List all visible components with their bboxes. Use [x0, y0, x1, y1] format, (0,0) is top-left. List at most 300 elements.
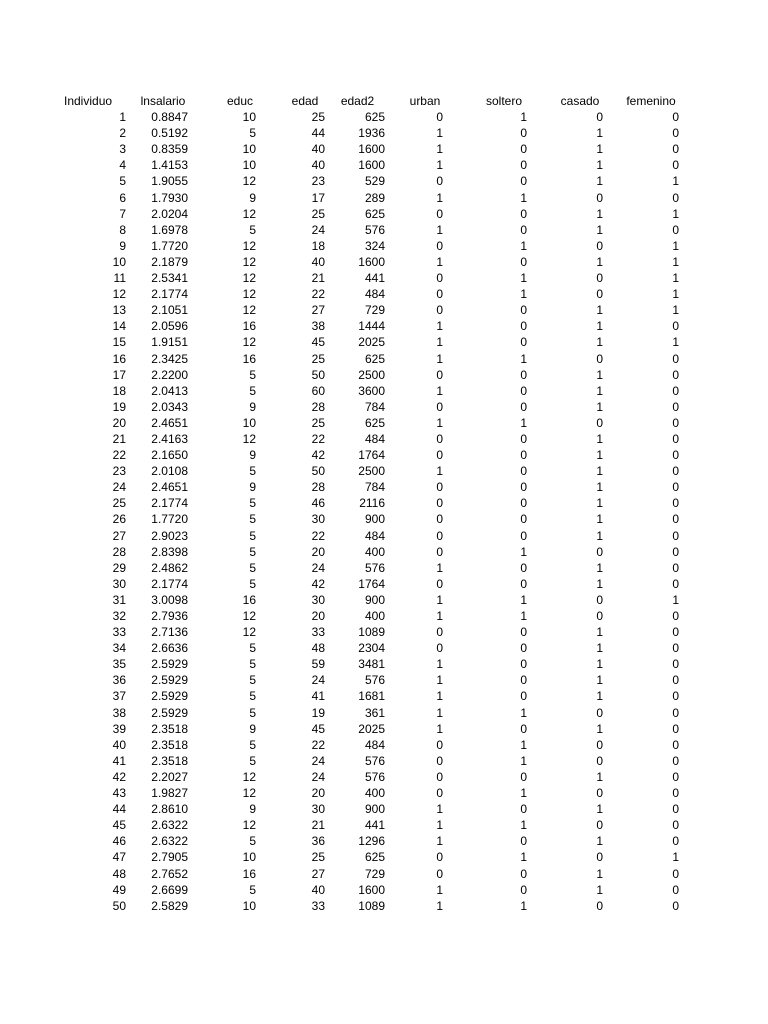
cell-edad: 45 — [311, 335, 325, 350]
table-row — [64, 463, 685, 479]
cell-urban: 0 — [436, 786, 443, 801]
cell-urban: 0 — [436, 753, 443, 768]
cell-soltero: 0 — [520, 528, 527, 543]
cell-femenino: 0 — [672, 576, 679, 591]
cell-soltero: 1 — [520, 786, 527, 801]
cell-femenino: 0 — [672, 689, 679, 704]
cell-individuo: 38 — [112, 705, 126, 720]
cell-soltero: 0 — [520, 319, 527, 334]
cell-lnsalario: 2.8398 — [151, 544, 188, 559]
cell-edad2: 1444 — [358, 319, 385, 334]
cell-edad2: 1600 — [358, 882, 385, 897]
cell-urban: 1 — [436, 254, 443, 269]
cell-edad: 25 — [311, 351, 325, 366]
cell-edad2: 900 — [364, 802, 385, 817]
cell-educ: 5 — [249, 544, 256, 559]
cell-lnsalario: 1.7930 — [151, 190, 188, 205]
cell-individuo: 3 — [119, 142, 126, 157]
cell-edad2: 625 — [364, 850, 385, 865]
cell-edad: 20 — [311, 544, 325, 559]
cell-individuo: 21 — [112, 431, 126, 446]
cell-femenino: 1 — [672, 254, 679, 269]
cell-soltero: 1 — [520, 818, 527, 833]
cell-urban: 0 — [436, 641, 443, 656]
table-row — [64, 801, 685, 817]
cell-individuo: 13 — [112, 303, 126, 318]
table-row — [64, 656, 685, 672]
cell-urban: 1 — [436, 898, 443, 913]
cell-soltero: 0 — [520, 769, 527, 784]
cell-edad2: 2304 — [358, 641, 385, 656]
cell-individuo: 45 — [112, 818, 126, 833]
cell-edad2: 1089 — [358, 625, 385, 640]
cell-edad: 40 — [311, 158, 325, 173]
table-row — [64, 560, 685, 576]
cell-urban: 0 — [436, 431, 443, 446]
cell-edad2: 1681 — [358, 689, 385, 704]
cell-soltero: 0 — [520, 399, 527, 414]
header-femenino: femenino — [626, 94, 676, 108]
cell-educ: 12 — [242, 287, 256, 302]
table-row — [64, 334, 685, 350]
cell-femenino: 0 — [672, 673, 679, 688]
cell-edad2: 400 — [364, 609, 385, 623]
cell-urban: 0 — [436, 206, 443, 221]
cell-femenino: 0 — [672, 431, 679, 446]
cell-lnsalario: 2.5929 — [151, 673, 188, 688]
cell-urban: 0 — [436, 544, 443, 559]
cell-educ: 5 — [249, 689, 256, 704]
cell-edad: 22 — [311, 431, 325, 446]
cell-individuo: 41 — [112, 753, 126, 768]
cell-soltero: 1 — [520, 110, 527, 125]
table-row — [64, 737, 685, 753]
cell-edad: 59 — [311, 657, 325, 672]
table-row — [64, 592, 685, 608]
cell-femenino: 0 — [672, 560, 679, 575]
cell-edad2: 576 — [364, 560, 385, 575]
cell-lnsalario: 2.0343 — [151, 399, 188, 414]
cell-educ: 5 — [249, 576, 256, 591]
cell-urban: 1 — [436, 689, 443, 704]
cell-lnsalario: 1.9055 — [151, 174, 188, 189]
cell-urban: 1 — [436, 351, 443, 366]
cell-lnsalario: 2.3425 — [151, 351, 188, 366]
cell-lnsalario: 2.6636 — [151, 641, 188, 656]
cell-soltero: 0 — [520, 866, 527, 881]
cell-urban: 1 — [436, 464, 443, 479]
cell-edad: 25 — [311, 206, 325, 221]
cell-individuo: 43 — [112, 786, 126, 801]
cell-urban: 1 — [436, 319, 443, 334]
cell-urban: 0 — [436, 528, 443, 543]
cell-casado: 1 — [596, 431, 603, 446]
table-row — [64, 238, 685, 254]
cell-individuo: 33 — [112, 625, 126, 640]
cell-urban: 0 — [436, 625, 443, 640]
cell-soltero: 0 — [520, 448, 527, 463]
cell-soltero: 0 — [520, 560, 527, 575]
cell-femenino: 1 — [672, 303, 679, 318]
table-row — [64, 721, 685, 737]
cell-casado: 1 — [596, 399, 603, 414]
cell-edad: 25 — [311, 110, 325, 125]
cell-edad2: 2025 — [358, 721, 385, 736]
cell-edad2: 576 — [364, 753, 385, 768]
cell-femenino: 0 — [672, 367, 679, 382]
table-row — [64, 302, 685, 318]
cell-urban: 0 — [436, 287, 443, 302]
cell-urban: 0 — [436, 110, 443, 125]
cell-educ: 9 — [249, 190, 256, 205]
cell-casado: 0 — [596, 415, 603, 430]
cell-femenino: 0 — [672, 705, 679, 720]
cell-lnsalario: 2.2027 — [151, 769, 188, 784]
cell-urban: 1 — [436, 721, 443, 736]
cell-femenino: 0 — [672, 818, 679, 833]
cell-soltero: 0 — [520, 480, 527, 495]
table-row — [64, 882, 685, 898]
cell-individuo: 46 — [112, 834, 126, 849]
cell-urban: 0 — [436, 576, 443, 591]
cell-educ: 5 — [249, 383, 256, 398]
cell-educ: 10 — [242, 850, 256, 865]
cell-urban: 1 — [436, 657, 443, 672]
cell-urban: 0 — [436, 448, 443, 463]
cell-soltero: 0 — [520, 142, 527, 157]
header-individuo: Individuo — [64, 94, 113, 108]
cell-femenino: 1 — [672, 592, 679, 607]
table-row — [64, 785, 685, 801]
cell-urban: 0 — [436, 769, 443, 784]
cell-edad: 20 — [311, 786, 325, 801]
cell-edad: 42 — [311, 576, 325, 591]
cell-soltero: 0 — [520, 673, 527, 688]
cell-individuo: 28 — [112, 544, 126, 559]
cell-femenino: 0 — [672, 351, 679, 366]
cell-lnsalario: 2.1774 — [151, 496, 188, 511]
cell-soltero: 0 — [520, 512, 527, 527]
table-row — [64, 222, 685, 238]
cell-soltero: 0 — [520, 367, 527, 382]
cell-edad2: 400 — [364, 786, 385, 801]
cell-urban: 1 — [436, 560, 443, 575]
cell-soltero: 1 — [520, 544, 527, 559]
cell-lnsalario: 2.2200 — [151, 367, 188, 382]
cell-edad: 48 — [311, 641, 325, 656]
table-row — [64, 576, 685, 592]
cell-educ: 5 — [249, 126, 256, 141]
cell-educ: 12 — [242, 609, 256, 623]
table-row — [64, 399, 685, 415]
cell-individuo: 18 — [112, 383, 126, 398]
cell-casado: 1 — [596, 560, 603, 575]
cell-individuo: 25 — [112, 496, 126, 511]
cell-educ: 12 — [242, 238, 256, 253]
cell-edad: 45 — [311, 721, 325, 736]
cell-urban: 0 — [436, 271, 443, 286]
cell-casado: 1 — [596, 303, 603, 318]
cell-individuo: 1 — [119, 110, 126, 125]
cell-edad2: 625 — [364, 351, 385, 366]
cell-casado: 1 — [596, 367, 603, 382]
cell-urban: 0 — [436, 496, 443, 511]
cell-femenino: 1 — [672, 271, 679, 286]
cell-femenino: 0 — [672, 399, 679, 414]
cell-edad: 40 — [311, 254, 325, 269]
cell-casado: 0 — [596, 287, 603, 302]
cell-edad: 22 — [311, 528, 325, 543]
cell-urban: 1 — [436, 673, 443, 688]
cell-lnsalario: 2.7905 — [151, 850, 188, 865]
cell-lnsalario: 2.5929 — [151, 657, 188, 672]
cell-individuo: 27 — [112, 528, 126, 543]
cell-casado: 1 — [596, 464, 603, 479]
cell-lnsalario: 2.4651 — [151, 480, 188, 495]
cell-edad: 27 — [311, 303, 325, 318]
cell-femenino: 1 — [672, 206, 679, 221]
cell-femenino: 0 — [672, 222, 679, 237]
cell-soltero: 1 — [520, 705, 527, 720]
cell-lnsalario: 0.8847 — [151, 110, 188, 125]
table-row — [64, 528, 685, 544]
cell-individuo: 37 — [112, 689, 126, 704]
table-row — [64, 624, 685, 640]
cell-individuo: 16 — [112, 351, 126, 366]
cell-individuo: 15 — [112, 335, 126, 350]
cell-educ: 12 — [242, 303, 256, 318]
cell-edad2: 484 — [364, 431, 385, 446]
cell-edad: 18 — [311, 238, 325, 253]
cell-urban: 0 — [436, 303, 443, 318]
cell-femenino: 1 — [672, 238, 679, 253]
cell-casado: 1 — [596, 802, 603, 817]
cell-casado: 0 — [596, 609, 603, 623]
cell-soltero: 0 — [520, 303, 527, 318]
cell-edad: 41 — [311, 689, 325, 704]
cell-casado: 1 — [596, 576, 603, 591]
cell-casado: 0 — [596, 705, 603, 720]
cell-educ: 12 — [242, 174, 256, 189]
cell-edad: 38 — [311, 319, 325, 334]
cell-lnsalario: 1.7720 — [151, 238, 188, 253]
table-row — [64, 157, 685, 173]
cell-lnsalario: 1.7720 — [151, 512, 188, 527]
cell-femenino: 0 — [672, 834, 679, 849]
table-row — [64, 672, 685, 688]
cell-femenino: 0 — [672, 898, 679, 913]
cell-lnsalario: 1.6978 — [151, 222, 188, 237]
cell-urban: 1 — [436, 802, 443, 817]
cell-casado: 1 — [596, 319, 603, 334]
cell-lnsalario: 0.5192 — [151, 126, 188, 141]
cell-edad2: 625 — [364, 415, 385, 430]
cell-edad: 22 — [311, 737, 325, 752]
cell-soltero: 0 — [520, 174, 527, 189]
cell-urban: 1 — [436, 415, 443, 430]
cell-edad2: 1764 — [358, 576, 385, 591]
cell-soltero: 1 — [520, 737, 527, 752]
cell-edad: 40 — [311, 142, 325, 157]
table-row — [64, 351, 685, 367]
cell-urban: 1 — [436, 335, 443, 350]
header-casado: casado — [560, 94, 600, 108]
cell-soltero: 0 — [520, 689, 527, 704]
cell-edad: 28 — [311, 480, 325, 495]
cell-educ: 9 — [249, 399, 256, 414]
cell-lnsalario: 2.5929 — [151, 705, 188, 720]
table-row — [64, 141, 685, 157]
data-sheet — [64, 93, 685, 914]
cell-edad: 24 — [311, 560, 325, 575]
cell-femenino: 0 — [672, 544, 679, 559]
cell-casado: 0 — [596, 818, 603, 833]
cell-edad: 30 — [311, 512, 325, 527]
cell-edad: 40 — [311, 882, 325, 897]
cell-individuo: 47 — [112, 850, 126, 865]
cell-educ: 9 — [249, 448, 256, 463]
cell-edad: 27 — [311, 866, 325, 881]
cell-femenino: 0 — [672, 110, 679, 125]
cell-soltero: 0 — [520, 158, 527, 173]
cell-edad: 19 — [311, 705, 325, 720]
cell-individuo: 49 — [112, 882, 126, 897]
cell-individuo: 22 — [112, 448, 126, 463]
cell-educ: 12 — [242, 431, 256, 446]
header-row — [64, 93, 685, 109]
cell-urban: 0 — [436, 238, 443, 253]
cell-femenino: 0 — [672, 496, 679, 511]
cell-lnsalario: 2.3518 — [151, 737, 188, 752]
cell-femenino: 0 — [672, 625, 679, 640]
cell-edad2: 625 — [364, 110, 385, 125]
cell-urban: 1 — [436, 222, 443, 237]
cell-individuo: 44 — [112, 802, 126, 817]
cell-lnsalario: 2.0596 — [151, 319, 188, 334]
table-row — [64, 173, 685, 189]
cell-femenino: 0 — [672, 448, 679, 463]
cell-casado: 1 — [596, 657, 603, 672]
cell-educ: 10 — [242, 158, 256, 173]
cell-edad2: 900 — [364, 592, 385, 607]
cell-educ: 12 — [242, 625, 256, 640]
table-row — [64, 479, 685, 495]
cell-soltero: 1 — [520, 238, 527, 253]
cell-lnsalario: 2.6322 — [151, 834, 188, 849]
cell-urban: 1 — [436, 158, 443, 173]
cell-lnsalario: 2.5829 — [151, 898, 188, 913]
cell-edad2: 3481 — [358, 657, 385, 672]
cell-edad: 46 — [311, 496, 325, 511]
cell-lnsalario: 2.6699 — [151, 882, 188, 897]
cell-soltero: 0 — [520, 641, 527, 656]
cell-educ: 5 — [249, 367, 256, 382]
cell-edad2: 529 — [364, 174, 385, 189]
cell-edad: 36 — [311, 834, 325, 849]
header-educ: educ — [226, 94, 254, 108]
cell-edad2: 900 — [364, 512, 385, 527]
cell-educ: 5 — [249, 512, 256, 527]
cell-casado: 1 — [596, 641, 603, 656]
cell-soltero: 0 — [520, 721, 527, 736]
cell-casado: 1 — [596, 496, 603, 511]
cell-femenino: 0 — [672, 609, 679, 623]
cell-individuo: 8 — [119, 222, 126, 237]
cell-individuo: 24 — [112, 480, 126, 495]
cell-edad2: 784 — [364, 480, 385, 495]
cell-soltero: 0 — [520, 834, 527, 849]
table-row — [64, 753, 685, 769]
cell-soltero: 1 — [520, 609, 527, 623]
cell-edad: 22 — [311, 287, 325, 302]
header-soltero: soltero — [485, 94, 523, 108]
table-row — [64, 286, 685, 302]
cell-educ: 16 — [242, 351, 256, 366]
cell-educ: 5 — [249, 560, 256, 575]
cell-femenino: 0 — [672, 786, 679, 801]
cell-femenino: 0 — [672, 319, 679, 334]
cell-edad2: 1600 — [358, 142, 385, 157]
cell-edad2: 2500 — [358, 464, 385, 479]
cell-edad2: 1296 — [358, 834, 385, 849]
cell-casado: 1 — [596, 882, 603, 897]
cell-individuo: 34 — [112, 641, 126, 656]
cell-individuo: 6 — [119, 190, 126, 205]
cell-soltero: 0 — [520, 431, 527, 446]
cell-edad2: 3600 — [358, 383, 385, 398]
cell-femenino: 0 — [672, 142, 679, 157]
cell-individuo: 32 — [112, 609, 126, 623]
cell-educ: 9 — [249, 721, 256, 736]
cell-femenino: 0 — [672, 383, 679, 398]
cell-lnsalario: 3.0098 — [151, 592, 188, 607]
cell-lnsalario: 2.5341 — [151, 271, 188, 286]
cell-casado: 1 — [596, 721, 603, 736]
cell-educ: 16 — [242, 866, 256, 881]
cell-casado: 1 — [596, 158, 603, 173]
cell-urban: 0 — [436, 367, 443, 382]
cell-individuo: 36 — [112, 673, 126, 688]
cell-casado: 0 — [596, 737, 603, 752]
table-row — [64, 866, 685, 882]
cell-educ: 5 — [249, 705, 256, 720]
cell-educ: 10 — [242, 110, 256, 125]
cell-individuo: 2 — [119, 126, 126, 141]
cell-femenino: 0 — [672, 882, 679, 897]
table-row — [64, 849, 685, 865]
cell-individuo: 26 — [112, 512, 126, 527]
cell-casado: 0 — [596, 850, 603, 865]
cell-edad2: 1600 — [358, 254, 385, 269]
cell-soltero: 0 — [520, 802, 527, 817]
cell-edad: 33 — [311, 625, 325, 640]
cell-edad2: 441 — [364, 271, 385, 286]
cell-edad2: 2500 — [358, 367, 385, 382]
cell-casado: 0 — [596, 190, 603, 205]
cell-soltero: 1 — [520, 190, 527, 205]
cell-soltero: 0 — [520, 882, 527, 897]
cell-casado: 1 — [596, 528, 603, 543]
cell-urban: 1 — [436, 383, 443, 398]
cell-lnsalario: 2.3518 — [151, 753, 188, 768]
cell-femenino: 0 — [672, 866, 679, 881]
cell-edad2: 2025 — [358, 335, 385, 350]
cell-edad2: 484 — [364, 287, 385, 302]
header-lnsalario: lnsalario — [140, 94, 186, 108]
table-row — [64, 190, 685, 206]
cell-edad: 30 — [311, 592, 325, 607]
cell-femenino: 0 — [672, 769, 679, 784]
